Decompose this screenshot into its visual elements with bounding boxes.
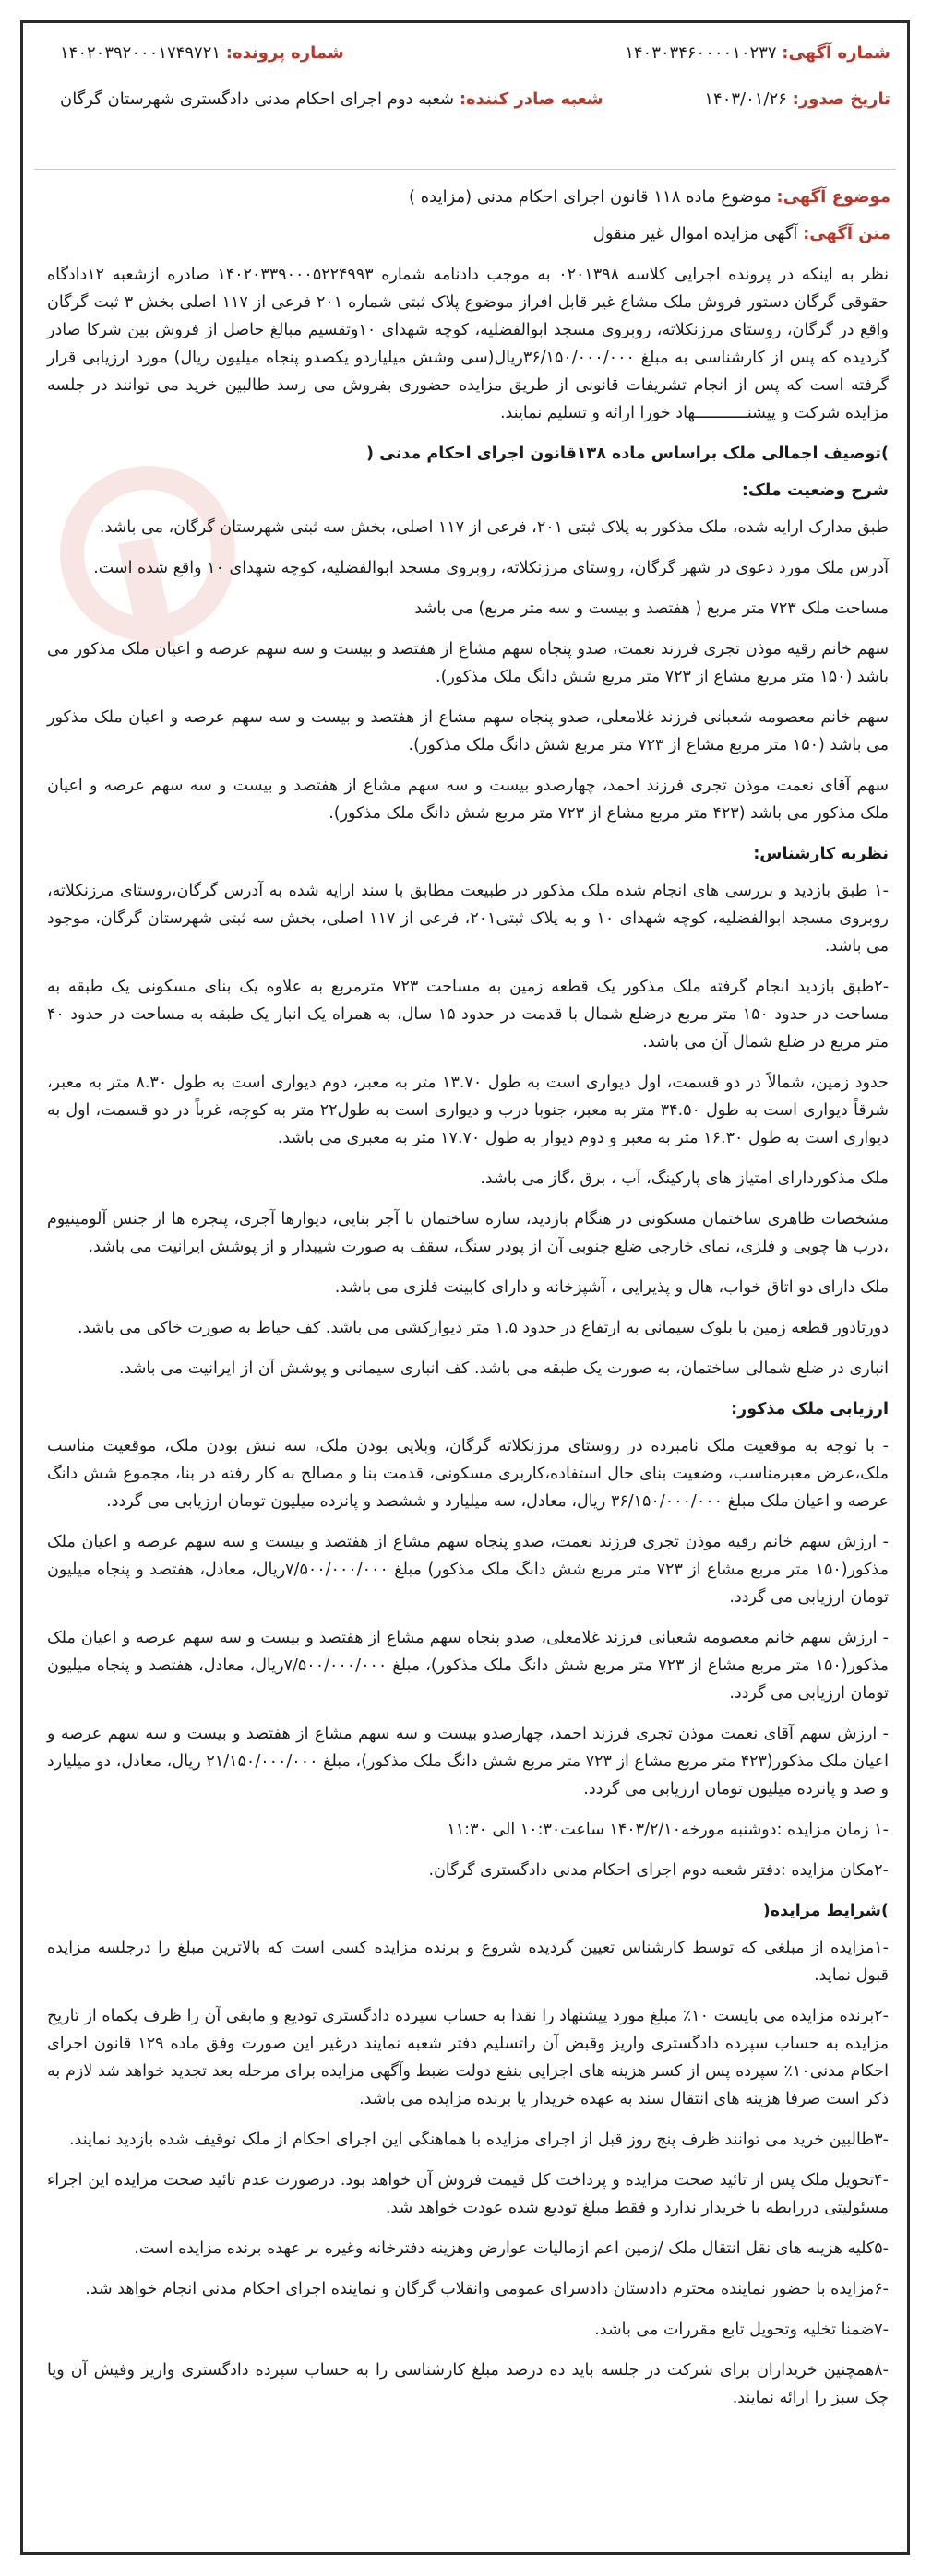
section-heading: )شرایط مزایده(	[762, 1902, 889, 1920]
section-heading: نظریه کارشناس:	[753, 845, 889, 863]
paragraph: -۱ طبق بازدید و بررسی های انجام شده ملک مذکور در طبیعت مطابق با سند ارایه شده به آدرس گرگان،روستای مرزنکلاته، روبروی مسجد ابوالفضلیه، کوچه شهدای ۱۰ و به پلاک ثبتی۲۰۱، فرعی از ۱۱۷ اصلی، بخش سه ثبتی شهرستان گرگان، موجود می باشد.	[47, 882, 889, 956]
issue-date-value: ۱۴۰۳/۰۱/۲۶	[704, 89, 787, 109]
paragraph: - با توجه به موقعیت ملک نامبرده در روستای مرزنکلاته گرگان، وبلایی بودن ملک، سه نبش بودن ملک، موقعیت مناسب ملک،عرض معبرمناسب، وضعیت بنای حال استفاده،کاربری مسکونی، قدمت بنا و مصالح به کار رفته در بنا، مجموع شش دانگ عرصه و اعیان ملک مبلغ ۳۶/۱۵۰/۰۰۰/۰۰۰ ریال، معادل، سه میلیارد و ششصد و پانزده میلیون تومان ارزیابی می گردد.	[47, 1437, 889, 1511]
paragraph: انباری در ضلع شمالی ساختمان، به صورت یک طبقه می باشد. کف انباری سیمانی و پوشش آن از ایرانیت می باشد.	[119, 1359, 889, 1378]
paragraph: دورتادور قطعه زمین با بلوک سیمانی به ارتفاع در حدود ۱.۵ متر دیوارکشی می باشد. کف حیاط به صورت خاکی می باشد.	[78, 1319, 889, 1337]
paragraph: ملک مذکوردارای امتیاز های پارکینگ، آب ، برق ،گاز می باشد.	[480, 1169, 889, 1188]
paragraph: -۷ضمنا تخلیه وتحویل تابع مقررات می باشد.	[594, 2321, 889, 2339]
paragraph: -۴تحویل ملک پس از تائید صحت مزایده و پرداخت کل قیمت فروش آن خواهد بود. درصورت عدم تائید صحت مزایده این اجراء مسئولیتی دررابطه با خریدار ندارد و فقط مبلغ تودیع شده عودت خواهد شد.	[47, 2171, 889, 2217]
paragraph: -۵کلیه هزینه های نقل انتقال ملک /زمین اعم ازمالیات عوارض وهزینه دفترخانه وغیره بر عهده برنده مزایده است.	[134, 2239, 889, 2258]
notice-text-label: متن آگهی: آگهی مزایده اموال غیر منقول	[592, 224, 890, 243]
paragraph: -۱مزایده از مبلغی که توسط کارشناس تعیین گردیده شروع و برنده مزایده کسی است که بالاترین مبلغ را درجلسه مزایده قبول نماید.	[47, 1939, 889, 1985]
paragraph: سهم آقای نعمت موذن تجری فرزند احمد، چهارصدو بیست و سه سهم مشاع از هفتصد و بیست و سه سهم عرصه و اعیان ملک مذکور می باشد (۴۲۳ متر مربع مشاع از ۷۲۳ متر مربع شش دانگ ملک مذکور).	[47, 777, 889, 823]
notice-body	[47, 261, 889, 2425]
paragraph: نظر به اینکه در پرونده اجرایی کلاسه ۰۲۰۱۳۹۸ به موجب دادنامه شماره ۱۴۰۲۰۳۳۹۰۰۰۵۲۲۴۹۹۳ صادره ازشعبه ۱۲دادگاه حقوقی گرگان دستور فروش ملک مشاع غیر قابل افراز موضوع پلاک ثبتی شماره ۲۰۱ فرعی از ۱۱۷ اصلی بخش ۳ ثبت گرگان واقع در گرگان، روستای مرزنکلاته، روبروی مسجد ابوالفضلیه، کوچه شهدای ۱۰وتقسیم مبالغ حاصل از فروش بین شرکا صادر گردیده که پس از کارشناسی به مبلغ ۳۶/۱۵۰/۰۰۰/۰۰۰ریال(سی وشش میلیاردو یکصدو پنجاه میلیون ریال) مورد ارزیابی قرار گرفته است که پس از انجام تشریفات قانونی از طریق مزایده حضوری بفروش می رسد طالبین خرید می توانند در جلسه مزایده شرکت و پیشنـــــــــــهاد خورا ارائه و تسلیم نمایند.	[47, 266, 890, 422]
section-heading: ارزیابی ملک مذکور:	[731, 1400, 889, 1419]
paragraph: -۲مکان مزایده :دفتر شعبه دوم اجرای احکام مدنی دادگستری گرگان.	[428, 1861, 889, 1880]
paragraph: ملک دارای دو اتاق خواب، هال و پذیرایی ، آشپزخانه و دارای کابینت فلزی می باشد.	[334, 1278, 889, 1297]
paragraph: -۳طالبین خرید می توانند ظرف پنج روز قبل از اجرای مزایده با هماهنگی این اجرای احکام از ملک توقیف شده بازدید نمایند.	[68, 2131, 889, 2149]
notice-header	[23, 23, 907, 172]
paragraph: حدود زمین، شمالاً در دو قسمت، اول دیواری است به طول ۱۳.۷۰ متر به معبر، دوم دیواری است به طول ۸.۳۰ متر به معبر، شرقاً دیواری است به طول ۳۴.۵۰ متر به معبر، جنوبا درب و دیواری است به طول۲۲ متر به کوچه، غرباً در دو قسمت، اول به دیواری است به طول ۱۶.۳۰ متر به معبر و دوم دیوار به طول ۱۷.۷۰ متر به معبری می باشد.	[47, 1074, 889, 1147]
notice-subject: موضوع آگهی: موضوع ماده ۱۱۸ قانون اجرای احکام مدنی (مزایده )	[408, 187, 890, 207]
header-divider	[34, 169, 896, 170]
paragraph: -۲طبق بازدید انجام گرفته ملک مذکور یک قطعه زمین به مساحت ۷۲۳ مترمربع به علاوه یک بنای مسکونی یک طبقه به مساحت در حدود ۱۵۰ متر مربع درضلع شمال با قدمت در حدود ۱۵ سال، به همراه یک انبار یک طبقه به مساحت در حدود ۴۰ متر مربع در ضلع شمال آن می باشد.	[47, 978, 890, 1051]
paragraph: -۸همچنین خریداران برای شرکت در جلسه باید ده درصد مبلغ کارشناسی را به حساب سپرده دادگستری واریز وفیش آن ویا چک سبز را ارائه نمایند.	[47, 2361, 889, 2407]
issuer-value: شعبه دوم اجرای احکام مدنی دادگستری شهرستان گرگان	[60, 89, 455, 109]
notice-title: آگهی مزایده اموال غیر منقول	[592, 224, 798, 243]
paragraph: -۲برنده مزایده می بایست ۱۰٪ مبلغ مورد پیشنهاد را نقدا به حساب سپرده دادگستری تودیع و مابقی آن را ظرف یکماه از تاریخ مزایده به حساب سپرده دادگستری واریز وقبض آن راتسلیم دفتر شعبه نمایند درغیر این صورت وفق ماده ۱۲۹ قانون اجرای احکام مدنی۱۰٪ سپرده پس از کسر هزینه های اجرایی بنفع دولت ضبط وآگهی مزایده برای مرحله بعد تجدید خواهد شد لازم به ذکر است صرفا هزینه های انتقال سند به عهده خریدار یا برنده مزایده می باشد.	[47, 2007, 890, 2108]
section-heading: شرح وضعیت ملک:	[741, 481, 889, 500]
issuer: شعبه صادر کننده: شعبه دوم اجرای احکام مدنی دادگستری شهرستان گرگان	[60, 89, 603, 109]
paragraph: مساحت ملک ۷۲۳ متر مربع ( هفتصد و بیست و سه متر مربع) می باشد	[414, 599, 889, 618]
ad-number: شماره آگهی: ۱۴۰۳۰۳۴۶۰۰۰۰۱۰۲۳۷	[625, 43, 890, 63]
paragraph: سهم خانم معصومه شعبانی فرزند غلامعلی، صدو پنجاه سهم مشاع از هفتصد و بیست و سه سهم عرصه و اعیان ملک مذکور می باشد (۱۵۰ متر مربع مشاع از ۷۲۳ متر مربع شش دانگ ملک مذکور).	[47, 708, 889, 754]
paragraph: -۱ زمان مزایده :دوشنبه مورخه۱۴۰۳/۲/۱۰ ساعت۱۰:۳۰ الی ۱۱:۳۰	[447, 1821, 889, 1839]
paragraph: سهم خانم رقیه موذن تجری فرزند نعمت، صدو پنجاه سهم مشاع از هفتصد و بیست و سه سهم عرصه و اعیان ملک مذکور می باشد (۱۵۰ متر مربع مشاع از ۷۲۳ متر مربع شش دانگ ملک مذکور).	[47, 640, 889, 686]
file-number-value: ۱۴۰۲۰۳۹۲۰۰۰۱۷۴۹۷۲۱	[60, 43, 221, 63]
ad-number-value: ۱۴۰۳۰۳۴۶۰۰۰۰۱۰۲۳۷	[625, 43, 777, 63]
notice-frame	[20, 20, 910, 2555]
paragraph: -۶مزایده با حضور نماینده محترم دادستان دادسرای عمومی وانقلاب گرگان و نماینده اجرای احکام مدنی انجام خواهد شد.	[85, 2280, 889, 2298]
paragraph: طبق مدارک ارایه شده، ملک مذکور به پلاک ثبتی ۲۰۱، فرعی از ۱۱۷ اصلی، بخش سه ثبتی شهرستان گرگان، می باشد.	[99, 518, 889, 537]
subject-value: موضوع ماده ۱۱۸ قانون اجرای احکام مدنی (مزایده )	[408, 187, 771, 207]
paragraph: مشخصات ظاهری ساختمان مسکونی در هنگام بازدید، سازه ساختمان با آجر بنایی، دیوارها آجری، پنجره ها از جنس آلومینیوم ،درب ها چوبی و فلزی، نمای خارجی ضلع جنوبی آن از پودر سنگ، سقف به صورت شیبدار و از پوشش ایرانیت می باشد.	[47, 1210, 889, 1256]
paragraph: - ارزش سهم خانم معصومه شعبانی فرزند غلامعلی، صدو پنجاه سهم مشاع از هفتصد و بیست و سه سهم عرصه و اعیان ملک مذکور(۱۵۰ متر مربع مشاع از ۷۲۳ متر مربع شش دانگ ملک مذکور)، مبلغ ۷/۵۰۰/۰۰۰/۰۰۰ریال، معادل، هفتصد و پنجاه میلیون تومان ارزیابی می گردد.	[47, 1629, 889, 1703]
paragraph: - ارزش سهم خانم رقیه موذن تجری فرزند نعمت، صدو پنجاه سهم مشاع از هفتصد و بیست و سه سهم عرصه و اعیان ملک مذکور(۱۵۰ متر مربع مشاع از ۷۲۳ متر مربع شش دانگ ملک مذکور) مبلغ ۷/۵۰۰/۰۰۰/۰۰۰ریال، معادل، هفتصد و پنجاه میلیون تومان ارزیابی می گردد.	[47, 1533, 889, 1607]
paragraph: - ارزش سهم آقای نعمت موذن تجری فرزند احمد، چهارصدو بیست و سه سهم مشاع از هفتصد و بیست و سه سهم عرصه و اعیان ملک مذکور(۴۲۳ متر مربع مشاع از ۷۲۳ متر مربع شش دانگ ملک مذکور)، مبلغ ۲۱/۱۵۰/۰۰۰/۰۰۰ ریال، معادل، دو میلیارد و صد و پانزده میلیون تومان ارزیابی می گردد.	[47, 1725, 890, 1798]
issue-date: تاریخ صدور: ۱۴۰۳/۰۱/۲۶	[704, 89, 890, 109]
section-heading: )توصیف اجمالی ملک براساس ماده ۱۳۸قانون اجرای احکام مدنی (	[366, 445, 889, 463]
file-number: شماره پرونده: ۱۴۰۲۰۳۹۲۰۰۰۱۷۴۹۷۲۱	[60, 43, 344, 63]
paragraph: آدرس ملک مورد دعوی در شهر گرگان، روستای مرزنکلاته، روبروی مسجد ابوالفضلیه، کوچه شهدای ۱۰ واقع شده است.	[93, 559, 889, 577]
